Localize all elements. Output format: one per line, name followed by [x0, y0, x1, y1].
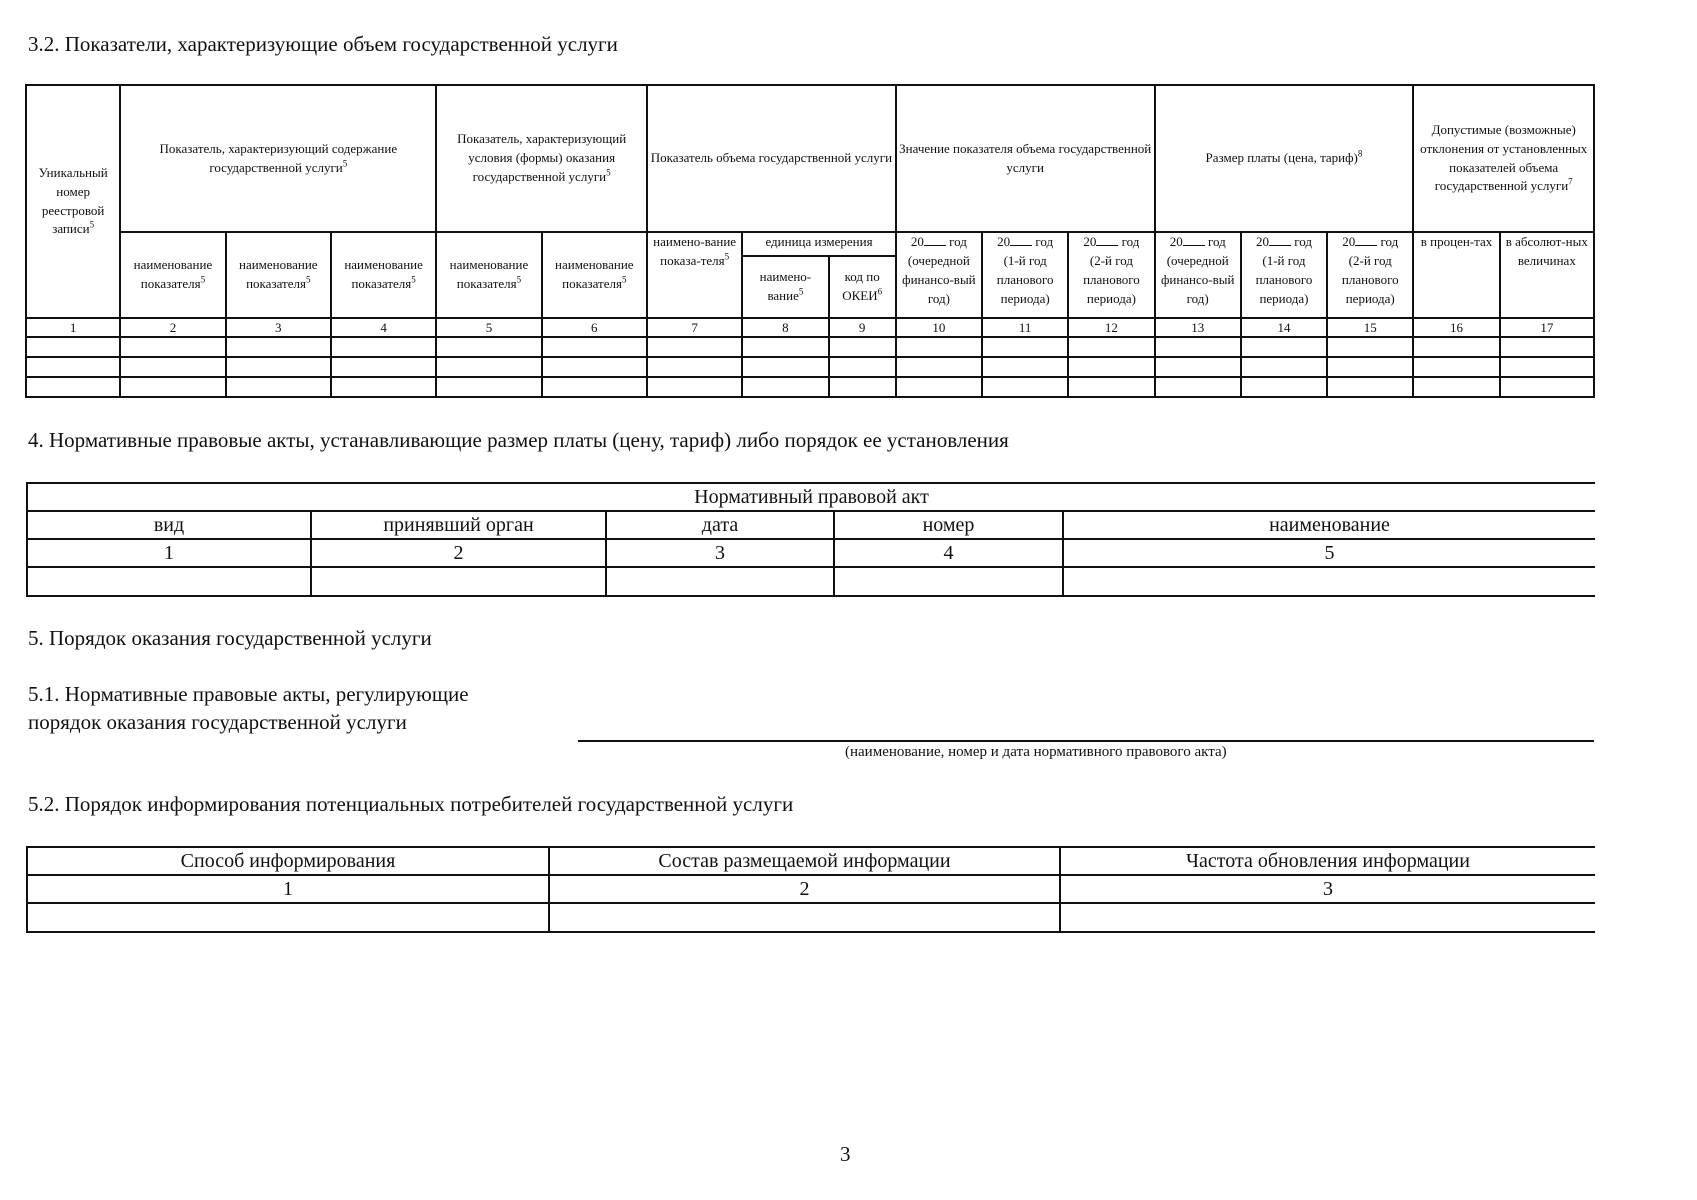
empty-cell[interactable]: [1060, 903, 1595, 932]
empty-cell[interactable]: [1413, 377, 1499, 397]
section-5-2-heading: 5.2. Порядок информирования потенциальных потребителей государственной услуги: [28, 792, 794, 816]
empty-cell[interactable]: [1063, 567, 1595, 596]
section-5-1-heading-line2: порядок оказания государственной услуги: [28, 710, 407, 734]
empty-cell[interactable]: [436, 337, 541, 357]
header-value-current-year: 20 год (очередной финансо-вый год): [896, 232, 982, 318]
column-number: 16: [1413, 318, 1499, 337]
empty-cell[interactable]: [742, 377, 828, 397]
empty-cell[interactable]: [1327, 337, 1413, 357]
header-volume-indicator-name: наимено-вание показа-теля$^5$: [647, 232, 742, 318]
column-number: 17: [1500, 318, 1594, 337]
empty-cell[interactable]: [26, 377, 120, 397]
header-fee-group: Размер платы (цена, тариф)$^8$: [1155, 85, 1414, 232]
column-header-number: номер: [834, 511, 1063, 539]
column-number: 5: [1063, 539, 1595, 567]
empty-cell[interactable]: [1413, 337, 1499, 357]
header-deviation-group: Допустимые (возможные) отклонения от установленных показателей объема государственной услуги$^7$: [1413, 85, 1594, 232]
header-unit-group: единица измерения: [742, 232, 896, 256]
section-4-heading: 4. Нормативные правовые акты, устанавливающие размер платы (цену, тариф) либо порядок ее установления: [28, 428, 1009, 452]
header-deviation-absolute: в абсолют-ных величинах: [1500, 232, 1594, 318]
section-5-1-heading-line1: 5.1. Нормативные правовые акты, регулирующие: [28, 682, 469, 706]
empty-cell[interactable]: [1413, 357, 1499, 377]
section-5-heading: 5. Порядок оказания государственной услуги: [28, 626, 432, 650]
empty-cell[interactable]: [647, 357, 742, 377]
empty-cell[interactable]: [26, 357, 120, 377]
column-number: 10: [896, 318, 982, 337]
empty-cell[interactable]: [1068, 377, 1154, 397]
empty-cell[interactable]: [311, 567, 606, 596]
empty-cell[interactable]: [1327, 357, 1413, 377]
empty-cell[interactable]: [982, 357, 1068, 377]
empty-cell[interactable]: [1500, 357, 1594, 377]
empty-cell[interactable]: [226, 337, 331, 357]
empty-cell[interactable]: [542, 377, 647, 397]
column-header-name: наименование: [1063, 511, 1595, 539]
informing-table: [26, 846, 1595, 933]
column-number: 2: [120, 318, 225, 337]
header-fee-current-year: 20 год (очередной финансо-вый год): [1155, 232, 1241, 318]
empty-cell[interactable]: [1241, 337, 1327, 357]
empty-cell[interactable]: [331, 337, 436, 357]
empty-cell[interactable]: [1327, 377, 1413, 397]
empty-cell[interactable]: [120, 357, 225, 377]
header-value-second-plan-year: 20 год (2-й год планового периода): [1068, 232, 1154, 318]
header-indicator-name-1: наименование показателя$^5$: [120, 232, 225, 318]
empty-cell[interactable]: [742, 357, 828, 377]
section-3-2-heading: 3.2. Показатели, характеризующие объем государственной услуги: [28, 32, 618, 56]
table-row: [26, 337, 1594, 357]
volume-indicators-table: [25, 84, 1595, 398]
empty-cell[interactable]: [27, 903, 549, 932]
column-number: 2: [311, 539, 606, 567]
column-header-frequency: Частота обновления информации: [1060, 847, 1595, 875]
empty-cell[interactable]: [1155, 357, 1241, 377]
empty-cell[interactable]: [226, 357, 331, 377]
header-indicator-name-2: наименование показателя$^5$: [226, 232, 331, 318]
column-number: 5: [436, 318, 541, 337]
empty-cell[interactable]: [436, 377, 541, 397]
empty-cell[interactable]: [896, 377, 982, 397]
column-number: 8: [742, 318, 828, 337]
column-header-type: вид: [27, 511, 311, 539]
header-fee-second-plan-year: 20 год (2-й год планового периода): [1327, 232, 1413, 318]
column-number: 7: [647, 318, 742, 337]
empty-cell[interactable]: [1068, 337, 1154, 357]
empty-cell[interactable]: [1155, 337, 1241, 357]
header-indicator-name-4: наименование показателя$^5$: [436, 232, 541, 318]
empty-cell[interactable]: [120, 377, 225, 397]
empty-cell[interactable]: [26, 337, 120, 357]
empty-cell[interactable]: [606, 567, 834, 596]
column-header-date: дата: [606, 511, 834, 539]
header-conditions-group: Показатель, характеризующий условия (формы) оказания государственной услуги$^5$: [436, 85, 647, 232]
header-deviation-percent: в процен-тах: [1413, 232, 1499, 318]
header-indicator-name-5: наименование показателя$^5$: [542, 232, 647, 318]
empty-cell[interactable]: [549, 903, 1060, 932]
header-value-group: Значение показателя объема государственной услуги: [896, 85, 1155, 232]
column-number: 4: [834, 539, 1063, 567]
empty-cell[interactable]: [834, 567, 1063, 596]
empty-cell[interactable]: [896, 337, 982, 357]
empty-cell[interactable]: [436, 357, 541, 377]
header-unique-number: Уникальный номер реестровой записи$^5$: [26, 85, 120, 318]
column-header-authority: принявший орган: [311, 511, 606, 539]
column-number: 15: [1327, 318, 1413, 337]
header-content-group: Показатель, характеризующий содержание государственной услуги$^5$: [120, 85, 436, 232]
column-number: 1: [26, 318, 120, 337]
header-fee-first-plan-year: 20 год (1-й год планового периода): [1241, 232, 1327, 318]
column-number-row: [26, 318, 1594, 337]
column-number: 11: [982, 318, 1068, 337]
empty-cell[interactable]: [27, 567, 311, 596]
column-number: 6: [542, 318, 647, 337]
empty-cell[interactable]: [1500, 377, 1594, 397]
empty-cell[interactable]: [829, 357, 896, 377]
legal-act-title: Нормативный правовой акт: [27, 483, 1595, 511]
column-number: 14: [1241, 318, 1327, 337]
table-row: [26, 377, 1594, 397]
column-number: 4: [331, 318, 436, 337]
column-number: 12: [1068, 318, 1154, 337]
header-unit-okei: код по ОКЕИ$^6$: [829, 256, 896, 318]
empty-cell[interactable]: [226, 377, 331, 397]
legal-act-entry-line[interactable]: [578, 740, 1594, 742]
header-value-first-plan-year: 20 год (1-й год планового периода): [982, 232, 1068, 318]
empty-cell[interactable]: [829, 377, 896, 397]
header-unit-name: наимено-вание$^5$: [742, 256, 828, 318]
legal-act-entry-caption: (наименование, номер и дата нормативного правового акта): [845, 744, 1227, 760]
empty-cell[interactable]: [896, 357, 982, 377]
empty-cell[interactable]: [1068, 357, 1154, 377]
empty-cell[interactable]: [982, 377, 1068, 397]
column-number: 13: [1155, 318, 1241, 337]
column-number: 1: [27, 539, 311, 567]
empty-cell[interactable]: [647, 337, 742, 357]
header-volume-group: Показатель объема государственной услуги: [647, 85, 896, 232]
empty-cell[interactable]: [647, 377, 742, 397]
empty-cell[interactable]: [331, 357, 436, 377]
empty-cell[interactable]: [1500, 337, 1594, 357]
empty-cell[interactable]: [120, 337, 225, 357]
empty-cell[interactable]: [542, 337, 647, 357]
column-number: 3: [606, 539, 834, 567]
page-number: 3: [840, 1142, 851, 1166]
empty-cell[interactable]: [1155, 377, 1241, 397]
column-number: 2: [549, 875, 1060, 903]
empty-cell[interactable]: [982, 337, 1068, 357]
empty-cell[interactable]: [331, 377, 436, 397]
empty-cell[interactable]: [742, 337, 828, 357]
header-indicator-name-3: наименование показателя$^5$: [331, 232, 436, 318]
empty-cell[interactable]: [542, 357, 647, 377]
column-number: 3: [1060, 875, 1595, 903]
empty-cell[interactable]: [1241, 377, 1327, 397]
column-number: 1: [27, 875, 549, 903]
column-number: 9: [829, 318, 896, 337]
legal-acts-table: [26, 482, 1595, 597]
column-number: 3: [226, 318, 331, 337]
column-header-content: Состав размещаемой информации: [549, 847, 1060, 875]
empty-cell[interactable]: [829, 337, 896, 357]
empty-cell[interactable]: [1241, 357, 1327, 377]
table-row: [26, 357, 1594, 377]
column-header-method: Способ информирования: [27, 847, 549, 875]
